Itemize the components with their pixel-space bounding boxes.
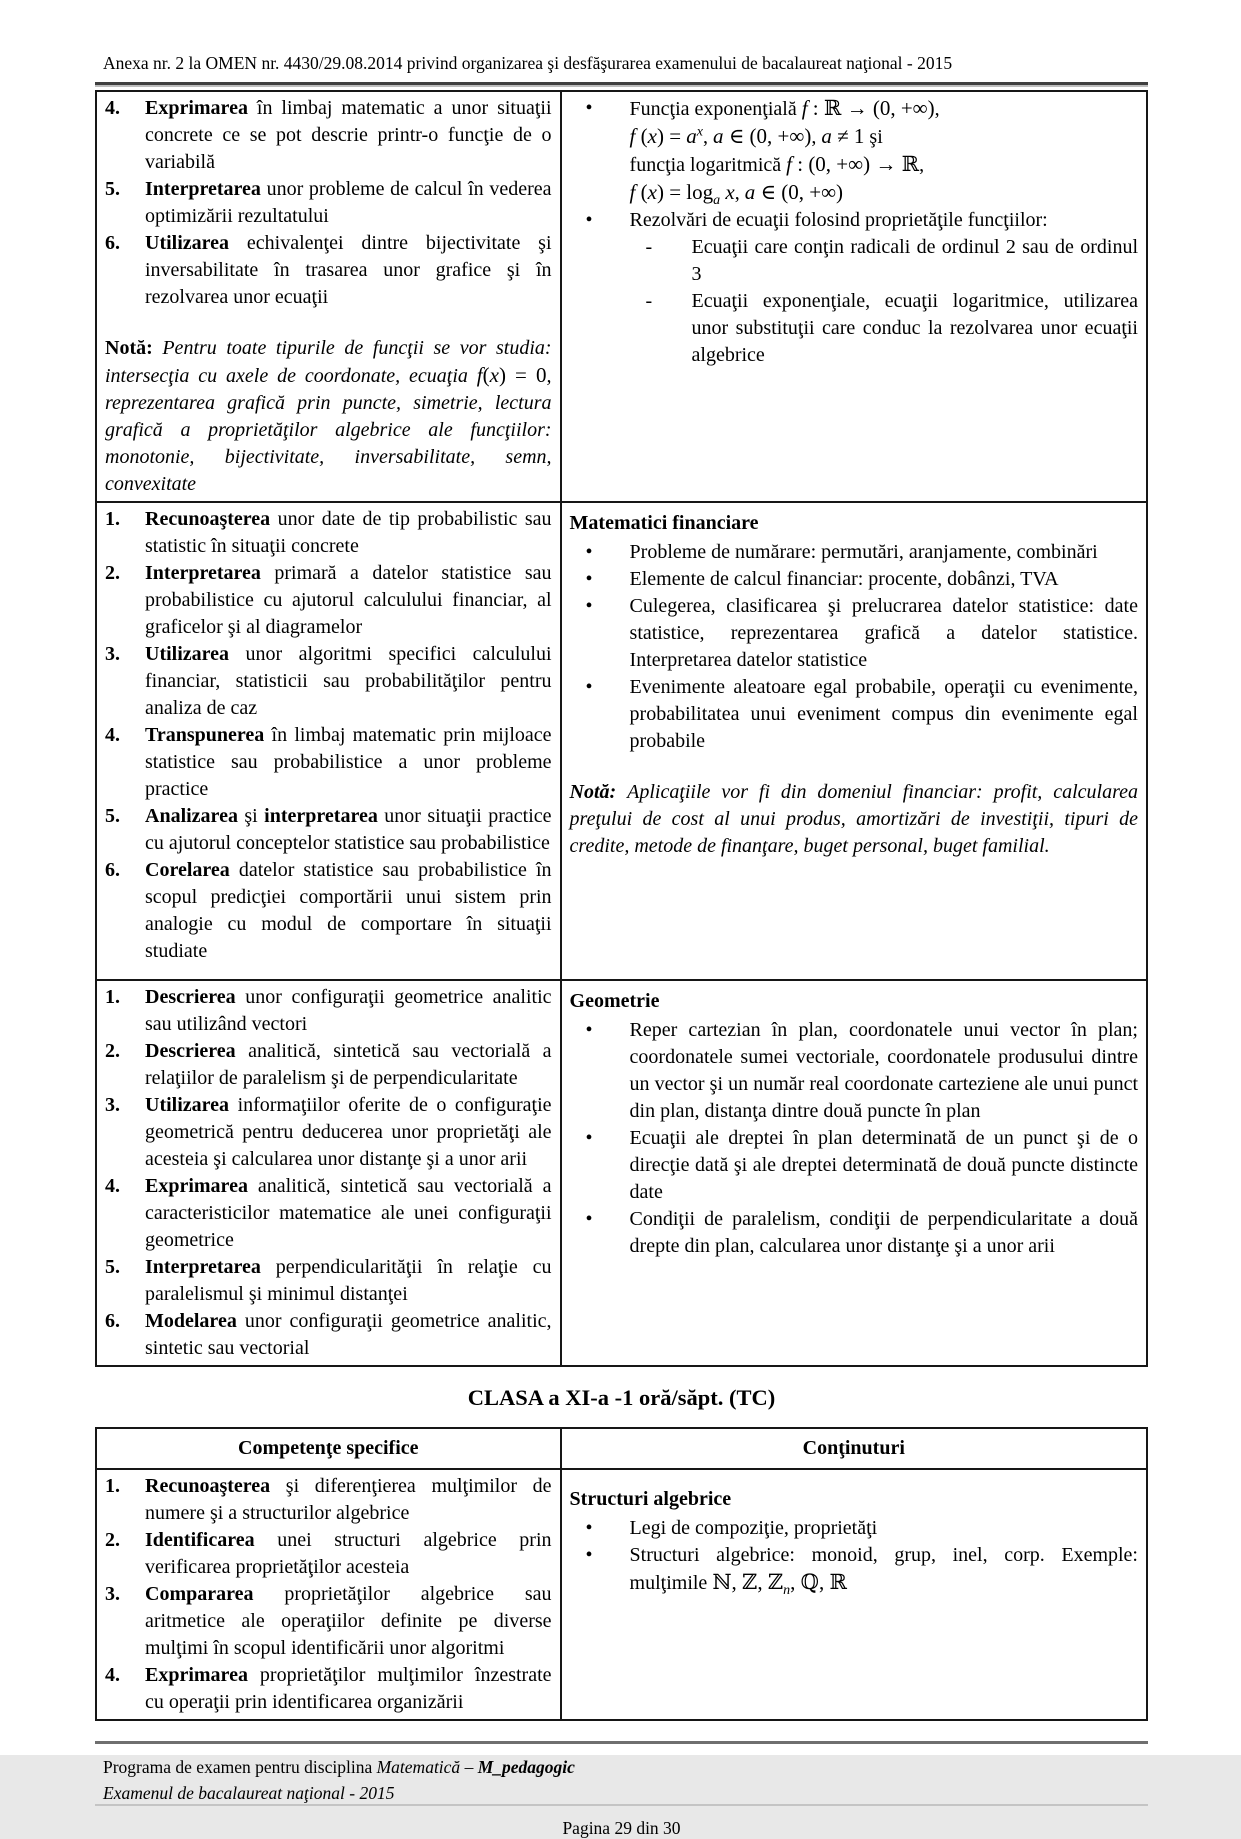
text-segment: Compararea xyxy=(145,1583,254,1605)
item-text xyxy=(570,988,1138,1015)
bullet-item xyxy=(570,1125,1138,1206)
contents-cell-functions xyxy=(561,91,1147,502)
item-text xyxy=(145,803,552,857)
text-segment: Geometrie xyxy=(569,990,660,1012)
text-segment: funcţia logaritmică xyxy=(629,154,787,176)
item-number: 3. xyxy=(105,643,120,665)
table-header-row xyxy=(96,1428,1147,1469)
text-segment: Pentru toate tipurile de funcţii se vor studia: intersecţia cu axele de coordonate, ecuaţia xyxy=(105,337,552,387)
footer-dash: – xyxy=(460,1757,478,1777)
text-segment: a xyxy=(713,124,724,148)
dash-item xyxy=(646,234,1138,288)
item-number: 4. xyxy=(105,1175,120,1197)
table-row xyxy=(96,91,1147,502)
text-segment: f xyxy=(801,96,808,120)
footer-text: Programa de examen pentru disciplina xyxy=(103,1757,377,1777)
numbered-item xyxy=(105,1173,552,1254)
text-segment: analitică, sintetică sau vectorială a caracteristicilor matematice ale unei configuraţii geometrice xyxy=(145,1175,552,1251)
text-segment: f xyxy=(786,152,792,176)
text-segment: în limbaj matematic a unor situaţii concrete ce se pot descrie printr-o funcţie de o variabilă xyxy=(145,97,552,173)
item-text xyxy=(630,1542,1138,1597)
bullet-item xyxy=(570,1206,1138,1260)
text-segment: , xyxy=(811,126,822,148)
text-segment: Exprimarea xyxy=(145,1175,248,1197)
item-text xyxy=(145,1527,552,1581)
numbered-item xyxy=(105,1473,552,1527)
text-segment: Probleme de numărare: permutări, aranjamente, combinări xyxy=(629,541,1098,563)
contents-cell-geometry xyxy=(561,980,1147,1366)
item-text xyxy=(630,539,1138,566)
numbered-item xyxy=(105,176,552,230)
item-number: 5. xyxy=(105,1256,120,1278)
item-number: 1. xyxy=(105,508,120,530)
footer-line-1 xyxy=(103,1754,1148,1780)
text-segment: Modelarea xyxy=(145,1310,237,1332)
text-segment: unor date de tip probabilistic sau statistic în situaţii concrete xyxy=(145,508,552,557)
table-row xyxy=(96,980,1147,1366)
item-text xyxy=(145,1038,552,1092)
dash-icon: - xyxy=(645,290,653,312)
item-number: 3. xyxy=(105,1094,120,1116)
competencies-list xyxy=(105,984,552,1362)
text-segment: şi xyxy=(237,805,265,827)
item-text xyxy=(570,510,1138,537)
item-number: 5. xyxy=(105,178,120,200)
numbered-item xyxy=(105,1581,552,1662)
text-segment: interpretarea xyxy=(264,805,378,827)
text-segment: Reper cartezian în plan, coordonatele unui vector în plan; coordonatele sumei vectoriale, coordonatele produsului dintre un vector şi un număr real coordonate carteziene ale unui punct din plan, distanţa dintre două puncte în plan xyxy=(629,1019,1138,1122)
item-text xyxy=(630,593,1138,674)
text-segment: ) = 0 xyxy=(498,363,547,387)
text-segment: unor algoritmi specifici calculului financiar, statisticii sau probabilităţilor pentru analiza de caz xyxy=(145,643,552,719)
item-text xyxy=(145,1308,552,1362)
bullet-icon: • xyxy=(585,1544,593,1566)
text-segment: Utilizarea xyxy=(145,232,230,254)
footer-line-2: Examenul de bacalaureat naţional - 2015 xyxy=(103,1783,395,1803)
text-segment: ∈ (0, +∞) xyxy=(723,124,812,148)
item-number: 3. xyxy=(105,1583,120,1605)
numbered-item xyxy=(105,984,552,1038)
bullet-item xyxy=(570,1542,1138,1597)
bullet-icon: • xyxy=(585,1019,593,1041)
text-segment: Exprimarea xyxy=(145,1664,248,1686)
page-footer xyxy=(95,1741,1148,1806)
bullet-item xyxy=(570,593,1138,674)
text-segment: Matematici financiare xyxy=(569,512,759,534)
text-segment: x xyxy=(647,180,657,204)
item-text xyxy=(145,560,552,641)
competencies-list xyxy=(105,95,552,498)
item-text xyxy=(145,176,552,230)
item-number: 6. xyxy=(105,232,120,254)
text-segment: : ℝ → (0, +∞) xyxy=(807,96,935,120)
item-text xyxy=(570,779,1138,860)
numbered-item xyxy=(105,506,552,560)
numbered-item xyxy=(105,1038,552,1092)
section-title: CLASA a XI-a -1 oră/săpt. (TC) xyxy=(467,1385,776,1410)
dash-icon: - xyxy=(645,236,653,258)
text-segment: ℕ, ℤ, ℤ xyxy=(712,1570,784,1594)
item-text xyxy=(692,288,1138,369)
competencies-cell-functions xyxy=(96,91,561,502)
bullet-item xyxy=(570,1017,1138,1125)
text-segment: primară a datelor statistice sau probabilistice cu ajutorul calculului financiar, al graficelor şi al diagramelor xyxy=(145,562,552,638)
contents-cell-financial-math xyxy=(561,502,1147,980)
bullet-item xyxy=(570,95,1138,207)
text-segment: x xyxy=(489,363,499,387)
text-segment: perpendicularităţii în relaţie cu paralelismul şi minimul distanţei xyxy=(145,1256,552,1305)
item-text xyxy=(692,234,1138,288)
text-segment: şi diferenţierea mulţimilor de numere şi a structurilor algebrice xyxy=(145,1475,552,1524)
item-text xyxy=(630,1125,1138,1206)
item-text xyxy=(145,857,552,965)
text-segment: Recunoaşterea xyxy=(145,1475,271,1497)
dash-item xyxy=(646,288,1138,369)
page-header xyxy=(95,52,1148,85)
contents-list xyxy=(570,1486,1138,1597)
table-row xyxy=(96,1469,1147,1720)
text-segment: ∈ (0, +∞) xyxy=(755,180,844,204)
contents-list xyxy=(570,95,1138,369)
text-segment: ≠ 1 xyxy=(831,124,865,148)
numbered-item xyxy=(105,857,552,965)
text-segment: ) = xyxy=(656,124,687,148)
text-segment: Culegerea, clasificarea şi prelucrarea datelor statistice: date statistice, reprezentarea grafică a datelor statistice. Interpretarea datelor statistice xyxy=(629,595,1138,671)
item-text xyxy=(145,1092,552,1173)
text-segment: a xyxy=(744,180,756,204)
text-segment: Interpretarea xyxy=(145,1256,261,1278)
item-number: 4. xyxy=(105,1664,120,1686)
item-number: 5. xyxy=(105,805,120,827)
text-segment: unor configuraţii geometrice analitic sau utilizând vectori xyxy=(145,986,552,1035)
text-segment: unor probleme de calcul în vederea optimizării rezultatului xyxy=(145,178,552,227)
text-segment: Corelarea xyxy=(145,859,230,881)
bullet-icon: • xyxy=(585,97,593,119)
item-number: 2. xyxy=(105,1529,120,1551)
text-segment: Utilizarea xyxy=(145,643,230,665)
item-text xyxy=(145,984,552,1038)
text-segment: echivalenţei dintre bijectivitate şi inversabilitate în trasarea unor grafice şi în rezolvarea unor ecuaţii xyxy=(145,232,552,308)
numbered-item xyxy=(105,95,552,176)
competencies-list xyxy=(105,1473,552,1716)
item-number: 2. xyxy=(105,562,120,584)
contents-list xyxy=(570,988,1138,1260)
numbered-item xyxy=(105,803,552,857)
bullet-icon: • xyxy=(585,209,593,231)
item-text xyxy=(145,1473,552,1527)
text-segment: a xyxy=(821,124,832,148)
item-number: 4. xyxy=(105,97,120,119)
item-number: 4. xyxy=(105,724,120,746)
bullet-icon: • xyxy=(585,1517,593,1539)
text-segment: x xyxy=(647,124,657,148)
text-segment: Ecuaţii care conţin radicali de ordinul 2 sau de ordinul 3 xyxy=(691,236,1138,285)
text-segment: Recunoaşterea xyxy=(145,508,271,530)
item-number: 1. xyxy=(105,1475,120,1497)
text-segment: f xyxy=(629,124,636,148)
text-segment: ( xyxy=(635,180,648,204)
bullet-icon: • xyxy=(585,541,593,563)
numbered-item xyxy=(105,722,552,803)
text-segment: Descrierea xyxy=(145,1040,236,1062)
bullet-icon: • xyxy=(585,595,593,617)
numbered-item xyxy=(105,1308,552,1362)
text-segment: şi xyxy=(864,126,883,148)
footer-program-name: M_pedagogic xyxy=(477,1757,575,1777)
note-paragraph xyxy=(570,779,1138,860)
header-title: Anexa nr. 2 la OMEN nr. 4430/29.08.2014 privind organizarea şi desfăşurarea examenului de bacalaureat naţional - 2015 xyxy=(103,53,953,73)
item-text xyxy=(145,641,552,722)
text-segment: Structuri algebrice xyxy=(569,1488,732,1510)
item-text xyxy=(630,95,1138,207)
item-text xyxy=(630,674,1138,755)
item-text xyxy=(630,207,1138,234)
text-segment: , reprezentarea grafică prin puncte, simetrie, lectura grafică a proprietăţilor algebrice ale funcţiilor: monotonie, bijectivitate, inversabilitate, semn, convexitate xyxy=(105,365,552,495)
numbered-item xyxy=(105,641,552,722)
text-segment: , xyxy=(919,154,925,176)
text-segment: unei structuri algebrice prin verificarea proprietăţilor acesteia xyxy=(145,1529,552,1578)
note-paragraph xyxy=(105,335,552,498)
competencies-cell-geometry xyxy=(96,980,561,1366)
text-segment: proprietăţilor algebrice sau aritmetice ale operaţiilor definite pe diverse mulţimi în scopul identificării unor algoritmi xyxy=(145,1583,552,1659)
item-text xyxy=(145,1662,552,1716)
text-segment: , ℚ, ℝ xyxy=(790,1570,847,1594)
numbered-item xyxy=(105,230,552,311)
text-segment: x xyxy=(720,180,735,204)
text-segment: Notă: xyxy=(105,337,163,359)
item-text xyxy=(145,1173,552,1254)
bullet-icon: • xyxy=(585,1208,593,1230)
text-segment: Elemente de calcul financiar: procente, dobânzi, TVA xyxy=(629,568,1059,590)
contents-list xyxy=(570,510,1138,860)
curriculum-table-continued xyxy=(95,90,1148,1367)
text-segment: Descrierea xyxy=(145,986,236,1008)
bullet-item xyxy=(570,539,1138,566)
competencies-list xyxy=(105,506,552,965)
numbered-item xyxy=(105,1662,552,1716)
numbered-item xyxy=(105,1254,552,1308)
text-segment: Utilizarea xyxy=(145,1094,230,1116)
text-segment: Aplicaţiile vor fi din domeniul financiar: profit, calcularea preţului de cost al unui produs, amortizări de investiţii, tipuri de credite, metode de finanţare, buget personal, buget familial. xyxy=(569,781,1138,857)
bullet-item xyxy=(570,566,1138,593)
item-text xyxy=(145,95,552,176)
item-text xyxy=(105,335,552,498)
text-segment: Notă: xyxy=(569,781,628,803)
text-segment: f xyxy=(629,180,636,204)
item-number: 6. xyxy=(105,1310,120,1332)
item-number: 6. xyxy=(105,859,120,881)
text-segment: Structuri algebrice: monoid, grup, inel, corp. Exemple: mulţimile xyxy=(629,1544,1138,1594)
bullet-item xyxy=(570,207,1138,234)
numbered-item xyxy=(105,1092,552,1173)
content-heading xyxy=(570,988,1138,1015)
text-segment: Ecuaţii ale dreptei în plan determinată de un punct şi de o direcţie dată şi ale dreptei determinată de două puncte distincte date xyxy=(629,1127,1138,1203)
numbered-item xyxy=(105,560,552,641)
text-segment: Exprimarea xyxy=(145,97,248,119)
text-segment: datelor statistice sau probabilistice în scopul predicţiei comportării unui sistem prin analogie cu modul de comportare în situaţii studiate xyxy=(145,859,552,962)
text-segment: Analizarea xyxy=(145,805,238,827)
text-segment: Ecuaţii exponenţiale, ecuaţii logaritmice, utilizarea unor substituţii care conduc la rezolvarea unor ecuaţii algebrice xyxy=(691,290,1138,366)
text-segment: n xyxy=(783,1583,791,1598)
item-text xyxy=(145,722,552,803)
bullet-icon: • xyxy=(585,1127,593,1149)
item-text xyxy=(145,230,552,311)
table-row xyxy=(96,502,1147,980)
item-text xyxy=(630,1206,1138,1260)
numbered-item xyxy=(105,1527,552,1581)
item-number: 2. xyxy=(105,1040,120,1062)
competencies-cell-statistics xyxy=(96,502,561,980)
item-text xyxy=(630,1515,1138,1542)
footer-discipline: Matematică xyxy=(376,1757,461,1777)
text-segment: , xyxy=(734,182,745,204)
text-segment: , xyxy=(703,126,714,148)
text-segment: în limbaj matematic prin mijloace statistice sau probabilistice a unor probleme practice xyxy=(145,724,552,800)
column-header-contents: Conţinuturi xyxy=(561,1428,1147,1469)
text-segment: Rezolvări de ecuaţii folosind proprietăţile funcţiilor: xyxy=(629,209,1048,231)
competencies-cell-algebra xyxy=(96,1469,561,1720)
text-segment: Evenimente aleatoare egal probabile, operaţii cu evenimente, probabilitatea unui eveniment compus din evenimente egal probabile xyxy=(629,676,1138,752)
item-text xyxy=(630,566,1138,593)
column-header-competencies: Competenţe specifice xyxy=(96,1428,561,1469)
item-text xyxy=(145,1581,552,1662)
text-segment: Funcţia exponenţială xyxy=(629,98,802,120)
text-segment: : (0, +∞) → ℝ xyxy=(791,152,920,176)
item-text xyxy=(145,1254,552,1308)
item-text xyxy=(145,506,552,560)
item-text xyxy=(630,1017,1138,1125)
content-heading xyxy=(570,510,1138,537)
text-segment: proprietăţilor mulţimilor înzestrate cu operaţii prin identificarea organizării xyxy=(145,1664,552,1713)
text-segment: ) = log xyxy=(656,180,714,204)
contents-cell-algebraic-structures xyxy=(561,1469,1147,1720)
text-segment: Legi de compoziţie, proprietăţi xyxy=(629,1517,878,1539)
text-segment: ( xyxy=(635,124,648,148)
item-number: 1. xyxy=(105,986,120,1008)
bullet-icon: • xyxy=(585,676,593,698)
content-heading xyxy=(570,1486,1138,1513)
bullet-item xyxy=(570,674,1138,755)
text-segment: a xyxy=(686,124,697,148)
text-segment: a xyxy=(713,193,721,208)
text-segment: Interpretarea xyxy=(145,562,261,584)
text-segment: informaţiilor oferite de o configuraţie geometrică pentru deducerea unor proprietăţi ale acesteia şi calcularea unor distanţe şi a unor arii xyxy=(145,1094,552,1170)
bullet-icon: • xyxy=(585,568,593,590)
text-segment: unor situaţii practice cu ajutorul conceptelor statistice sau probabilistice xyxy=(145,805,552,854)
text-segment: Identificarea xyxy=(145,1529,255,1551)
text-segment: ( xyxy=(482,363,490,387)
text-segment: x xyxy=(696,124,704,140)
text-segment: unor configuraţii geometrice analitic, sintetic sau vectorial xyxy=(145,1310,552,1359)
page-number: Pagina 29 din 30 xyxy=(562,1818,681,1838)
curriculum-table-class11 xyxy=(95,1427,1148,1721)
text-segment: Interpretarea xyxy=(145,178,261,200)
text-segment: f xyxy=(476,363,483,387)
item-text xyxy=(570,1486,1138,1513)
text-segment: analitică, sintetică sau vectorială a relaţiilor de paralelism şi de perpendicularitate xyxy=(145,1040,552,1089)
text-segment: Transpunerea xyxy=(145,724,265,746)
bullet-item xyxy=(570,1515,1138,1542)
text-segment: , xyxy=(934,98,940,120)
text-segment: Condiţii de paralelism, condiţii de perpendicularitate a două drepte din plan, calcularea unor distanţe şi a unor arii xyxy=(629,1208,1138,1257)
